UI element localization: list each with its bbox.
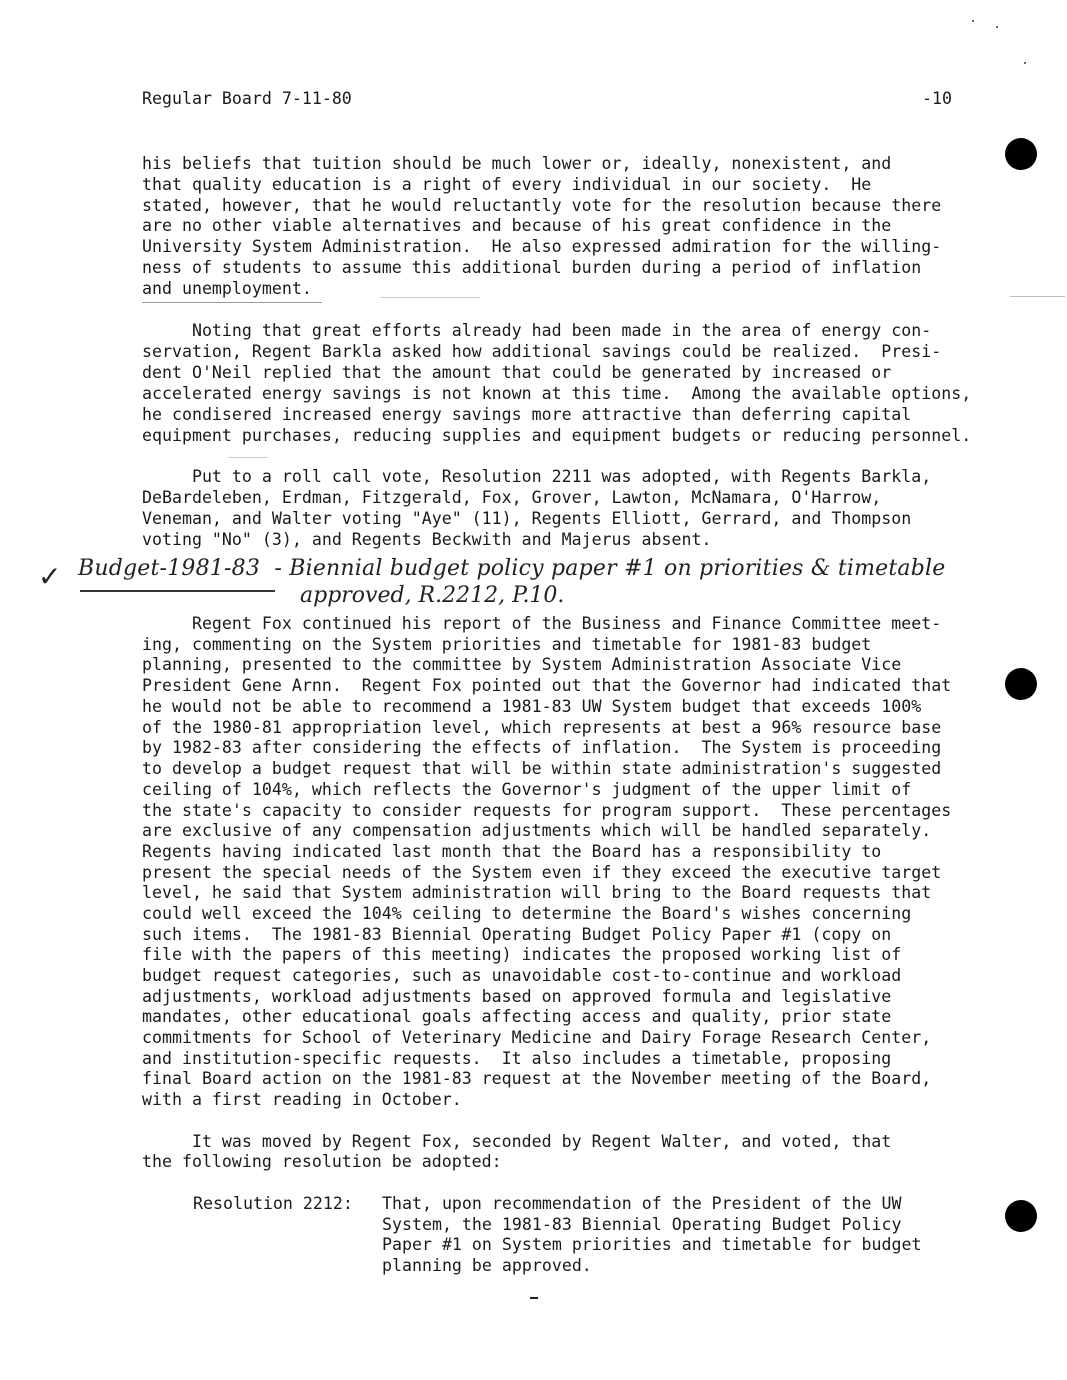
text-line: level, he said that System administration will bring to the Board requests that [142, 883, 932, 902]
text-line: present the special needs of the System even if they exceed the executive target [142, 863, 942, 882]
text-line: by 1982-83 after considering the effects of inflation. The System is proceeding [142, 738, 942, 757]
text-line: University System Administration. He also expressed admiration for the willing- [142, 237, 942, 256]
text-line: President Gene Arnn. Regent Fox pointed out that the Governor had indicated that [142, 676, 952, 695]
text-line: Put to a roll call vote, Resolution 2211 was adopted, with Regents Barkla, [142, 467, 932, 486]
faint-rule [1010, 296, 1065, 297]
text-line: Noting that great efforts already had been made in the area of energy con- [142, 321, 932, 340]
text-line: that quality education is a right of every individual in our society. He [142, 175, 872, 194]
text-line: of the 1980-81 appropriation level, which represents at best a 96% resource base [142, 718, 942, 737]
handwritten-underline [80, 590, 275, 592]
text-line: Veneman, and Walter voting "Aye" (11), Regents Elliott, Gerrard, and Thompson [142, 509, 912, 528]
text-line: ness of students to assume this additional burden during a period of inflation [142, 258, 922, 277]
text-line: he would not be able to recommend a 1981-83 UW System budget that exceeds 100% [142, 697, 922, 716]
text-line: Regents having indicated last month that the Board has a responsibility to [142, 842, 882, 861]
text-line: his beliefs that tuition should be much lower or, ideally, nonexistent, and [142, 154, 892, 173]
text-line: commitments for School of Veterinary Medicine and Dairy Forage Research Center, [142, 1028, 932, 1047]
text-line: adjustments, workload adjustments based on approved formula and legislative [142, 987, 892, 1006]
check-mark-icon: ✓ [38, 560, 62, 593]
faint-rule [228, 457, 268, 458]
text-line: are no other viable alternatives and because of his great confidence in the [142, 216, 892, 235]
resolution-label: Resolution 2212: [193, 1194, 353, 1213]
text-line: stated, however, that he would reluctantly vote for the resolution because there [142, 196, 942, 215]
text-line: the state's capacity to consider requests for program support. These percentages [142, 801, 952, 820]
text-line: Regent Fox continued his report of the Business and Finance Committee meet- [142, 614, 942, 633]
text-line: accelerated energy savings is not known at this time. Among the available options, [142, 384, 972, 403]
text-line: file with the papers of this meeting) indicates the proposed working list of [142, 945, 902, 964]
text-line: and institution-specific requests. It also includes a timetable, proposing [142, 1049, 892, 1068]
text-line: It was moved by Regent Fox, seconded by Regent Walter, and voted, that [142, 1132, 892, 1151]
text-line: dent O'Neil replied that the amount that could be generated by increased or [142, 363, 892, 382]
text-line: final Board action on the 1981-83 request at the November meeting of the Board, [142, 1069, 932, 1088]
binder-hole [1005, 138, 1037, 170]
speck-mark [972, 20, 974, 22]
resolution-text-line: planning be approved. [382, 1256, 592, 1275]
binder-hole [1005, 668, 1037, 700]
text-line: voting "No" (3), and Regents Beckwith and Majerus absent. [142, 530, 712, 549]
page-number: -10 [922, 89, 952, 108]
text-line: he condisered increased energy savings more attractive than deferring capital [142, 405, 912, 424]
text-line: are exclusive of any compensation adjustments which will be handled separately. [142, 821, 932, 840]
resolution-text-line: That, upon recommendation of the President of the UW [382, 1194, 902, 1213]
page-header-title: Regular Board 7-11-80 [142, 89, 352, 108]
text-line: with a first reading in October. [142, 1090, 462, 1109]
text-line: ing, commenting on the System priorities and timetable for 1981-83 budget [142, 635, 872, 654]
faint-rule [380, 297, 480, 298]
text-line: DeBardeleben, Erdman, Fitzgerald, Fox, Grover, Lawton, McNamara, O'Harrow, [142, 488, 882, 507]
speck-mark [996, 26, 998, 28]
speck-mark [1024, 62, 1026, 64]
text-line: planning, presented to the committee by System Administration Associate Vice [142, 655, 902, 674]
faint-rule [142, 302, 322, 303]
binder-hole [1005, 1200, 1037, 1232]
text-line: and unemployment. [142, 279, 312, 298]
handwritten-note-line2: approved, R.2212, P.10. [300, 583, 565, 608]
page-end-mark [530, 1297, 538, 1299]
text-line: budget request categories, such as unavoidable cost-to-continue and workload [142, 966, 902, 985]
text-line: such items. The 1981-83 Biennial Operating Budget Policy Paper #1 (copy on [142, 925, 892, 944]
resolution-text-line: Paper #1 on System priorities and timetable for budget [382, 1235, 922, 1254]
handwritten-note-line1: Budget-1981-83 - Biennial budget policy paper #1 on priorities & timetable [78, 556, 946, 581]
resolution-text-line: System, the 1981-83 Biennial Operating Budget Policy [382, 1215, 902, 1234]
text-line: the following resolution be adopted: [142, 1152, 502, 1171]
text-line: mandates, other educational goals affecting access and quality, prior state [142, 1007, 892, 1026]
text-line: servation, Regent Barkla asked how additional savings could be realized. Presi- [142, 342, 942, 361]
text-line: to develop a budget request that will be within state administration's suggested [142, 759, 942, 778]
text-line: equipment purchases, reducing supplies and equipment budgets or reducing personnel. [142, 426, 972, 445]
text-line: ceiling of 104%, which reflects the Governor's judgment of the upper limit of [142, 780, 912, 799]
text-line: could well exceed the 104% ceiling to determine the Board's wishes concerning [142, 904, 912, 923]
